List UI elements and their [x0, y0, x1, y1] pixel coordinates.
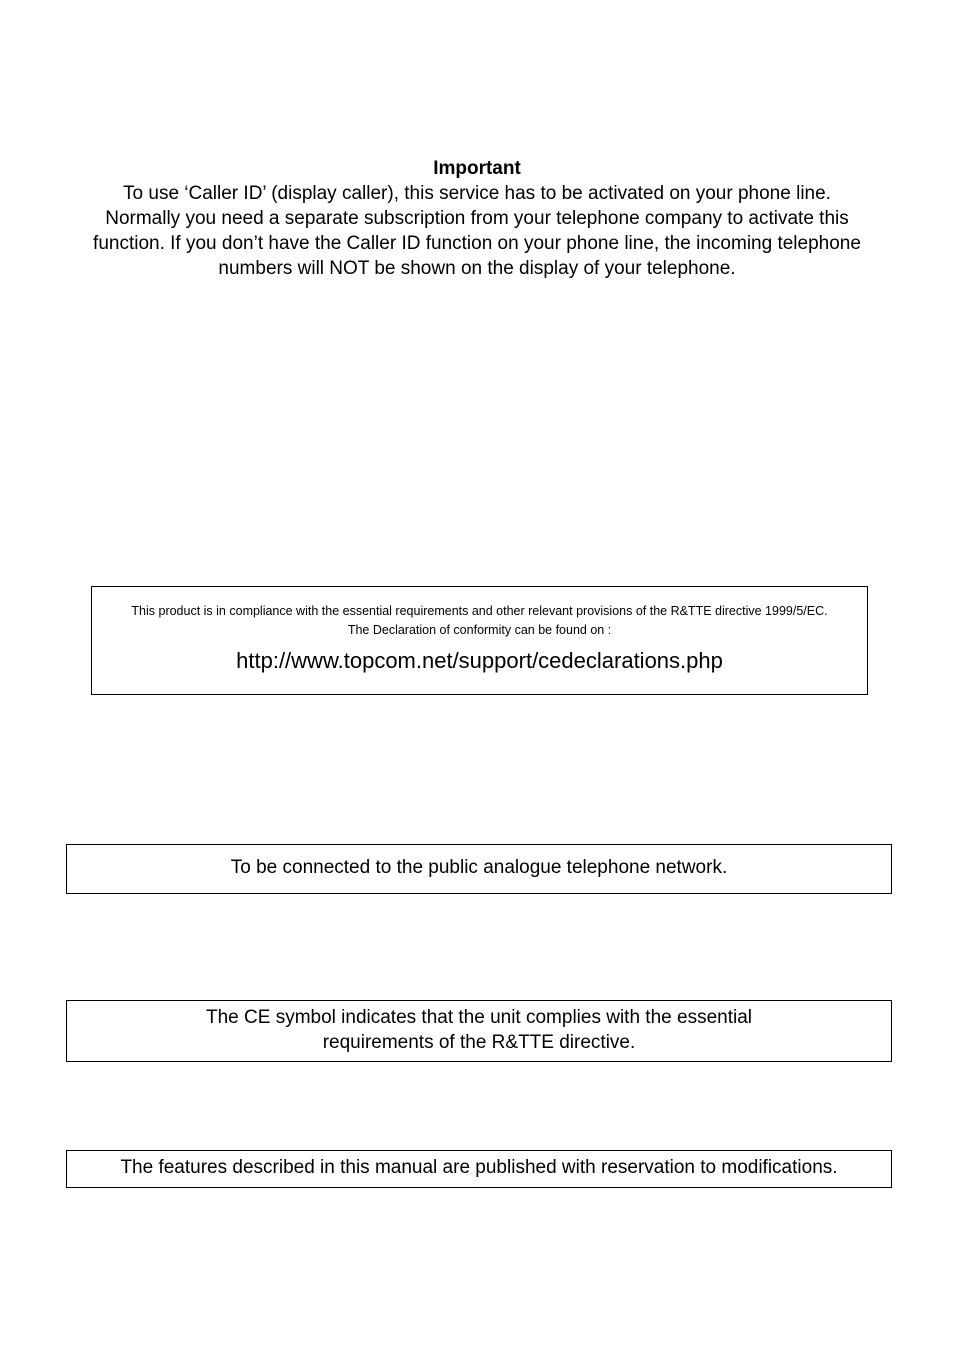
network-notice-text: To be connected to the public analogue telephone network.	[230, 857, 728, 878]
ce-notice-line: The CE symbol indicates that the unit complies with the essential	[206, 1007, 752, 1028]
features-notice-text: The features described in this manual are published with reservation to modifications.	[120, 1157, 838, 1178]
compliance-statement: This product is in compliance with the essential requirements and other relevant provisions of the R&TTE directive 1999/5/EC.	[131, 604, 828, 618]
ce-notice-box	[66, 1000, 892, 1062]
network-notice-box	[66, 844, 892, 894]
important-notice	[40, 156, 914, 281]
important-line: numbers will NOT be shown on the display of your telephone.	[218, 258, 736, 279]
declaration-url: http://www.topcom.net/support/cedeclarations.php	[236, 648, 723, 673]
features-notice-box	[66, 1150, 892, 1188]
ce-notice-line: requirements of the R&TTE directive.	[322, 1032, 636, 1053]
important-line: function. If you don’t have the Caller ID function on your phone line, the incoming telephone	[93, 233, 861, 254]
important-line: To use ‘Caller ID’ (display caller), this service has to be activated on your phone line.	[123, 183, 831, 204]
important-title: Important	[433, 158, 521, 179]
compliance-box	[91, 586, 868, 695]
declaration-location-text: The Declaration of conformity can be found on :	[347, 623, 612, 637]
important-line: Normally you need a separate subscription from your telephone company to activate this	[105, 208, 849, 229]
